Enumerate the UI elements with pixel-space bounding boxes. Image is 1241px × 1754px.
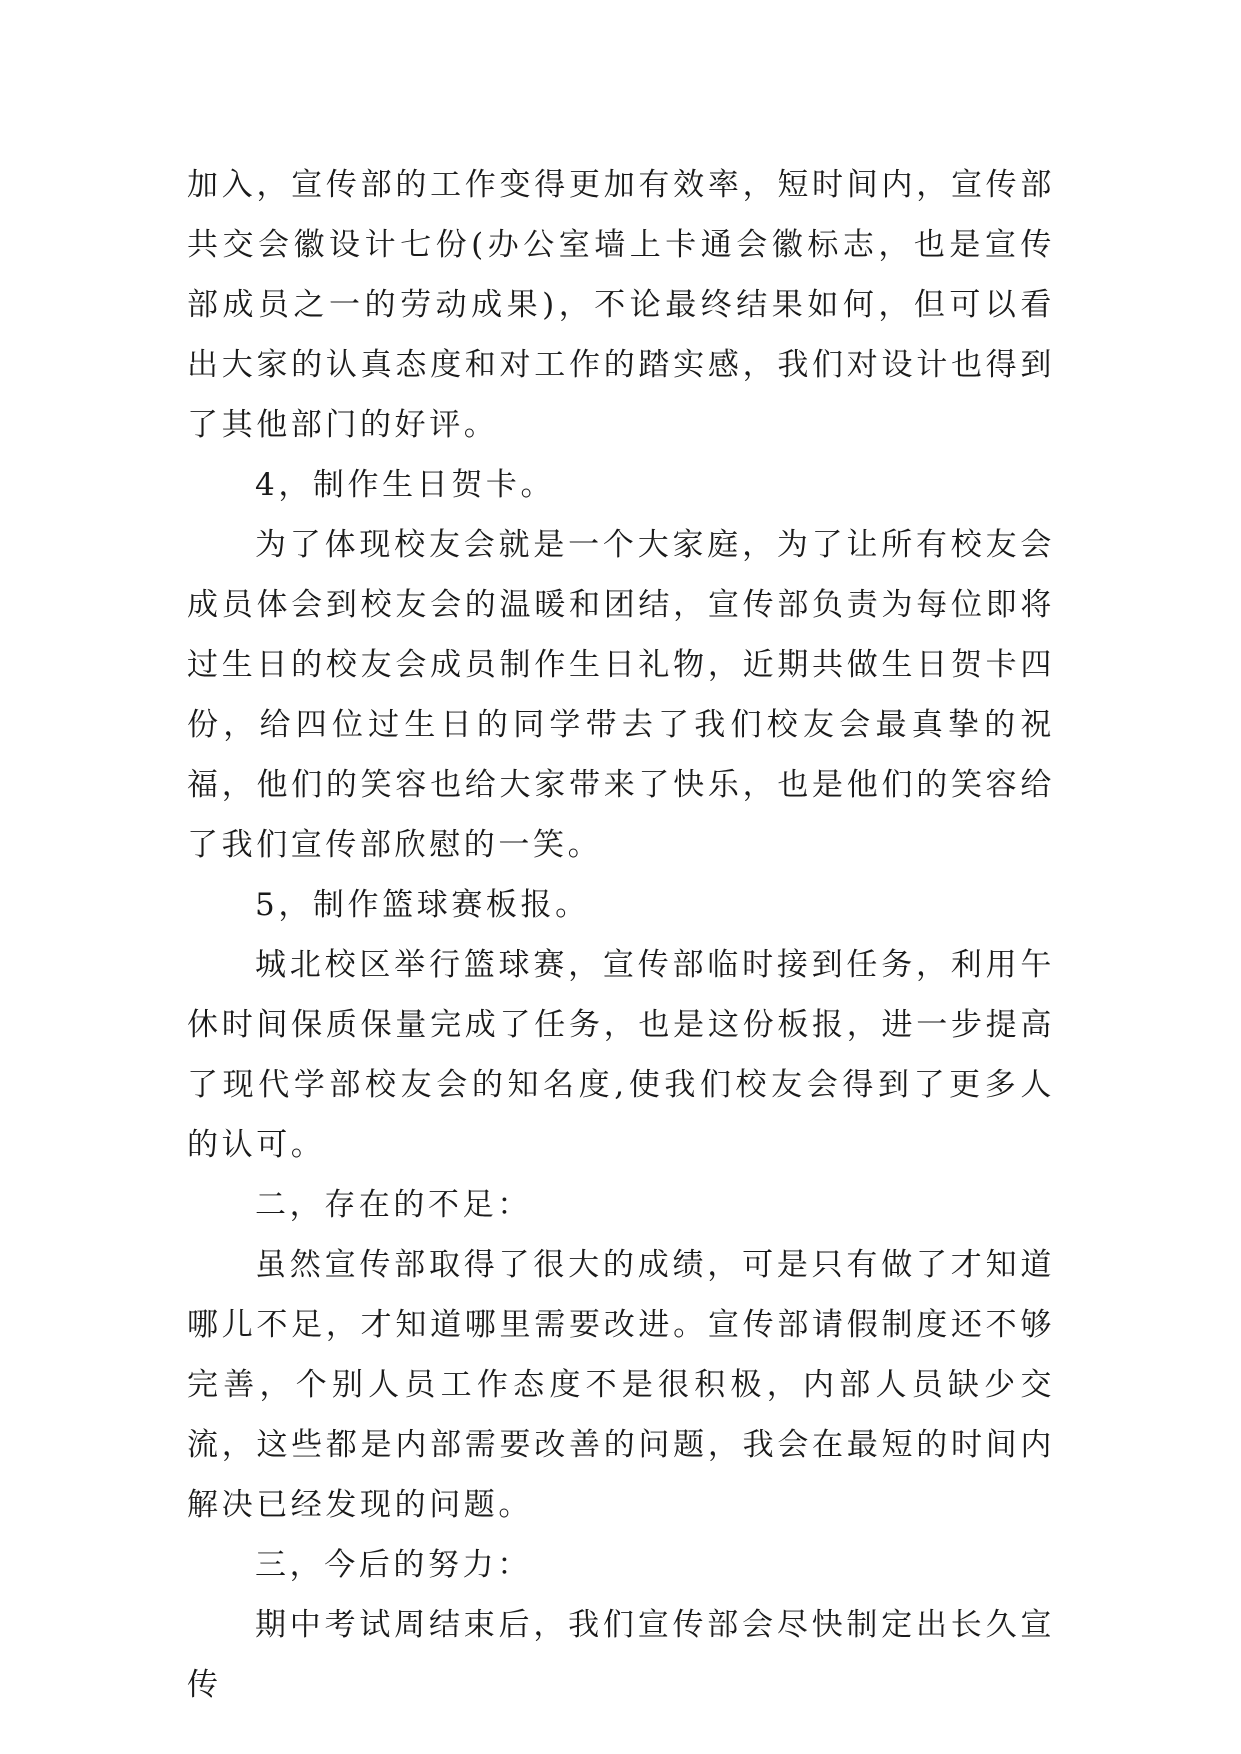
- heading-future-efforts: 三，今后的努力：: [255, 1547, 532, 1583]
- heading-shortcomings: 二，存在的不足：: [255, 1187, 532, 1223]
- document-body: [187, 155, 1055, 1715]
- paragraph-continuation: 加入，宣传部的工作变得更加有效率，短时间内，宣传部共交会徽设计七份(办公室墙上卡通会徽标志，也是宣传部成员之一的劳动成果)，不论最终结果如何，但可以看出大家的认真态度和对工作的踏实感，我们对设计也得到了其他部门的好评。: [187, 167, 1055, 443]
- paragraph-shortcomings: 虽然宣传部取得了很大的成绩，可是只有做了才知道哪儿不足，才知道哪里需要改进。宣传部请假制度还不够完善，个别人员工作态度不是很积极，内部人员缺少交流，这些都是内部需要改善的问题，我会在最短的时间内解决已经发现的问题。: [187, 1247, 1055, 1523]
- paragraph-birthday-cards: 为了体现校友会就是一个大家庭，为了让所有校友会成员体会到校友会的温暖和团结，宣传部负责为每位即将过生日的校友会成员制作生日礼物，近期共做生日贺卡四份，给四位过生日的同学带去了我们校友会最真挚的祝福，他们的笑容也给大家带来了快乐，也是他们的笑容给了我们宣传部欣慰的一笑。: [187, 527, 1055, 863]
- paragraph-future-efforts: 期中考试周结束后，我们宣传部会尽快制定出长久宣传: [187, 1607, 1055, 1703]
- heading-item-4: 4，制作生日贺卡。: [255, 467, 556, 503]
- heading-item-5: 5，制作篮球赛板报。: [255, 887, 590, 923]
- paragraph-basketball-board: 城北校区举行篮球赛，宣传部临时接到任务，利用午休时间保质保量完成了任务，也是这份板报，进一步提高了现代学部校友会的知名度,使我们校友会得到了更多人的认可。: [187, 947, 1055, 1163]
